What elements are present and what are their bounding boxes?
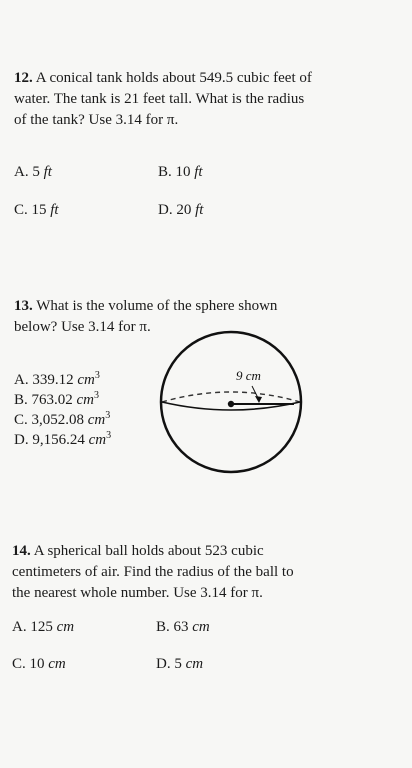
question-number: 13. [14, 298, 33, 314]
answer-option[interactable]: D. 20 ft [158, 202, 204, 218]
answer-option[interactable]: D. 9,156.24 $cm^3$ [14, 430, 112, 448]
answer-option[interactable]: B. 10 ft [158, 164, 203, 180]
answer-option[interactable]: B. 763.02 $cm^3$ [14, 390, 100, 408]
equator-back [162, 392, 300, 402]
sphere-figure [156, 330, 306, 480]
answer-option[interactable]: B. 63 cm [156, 619, 210, 635]
question-12 [14, 68, 314, 131]
question-number: 12. [14, 70, 33, 86]
answer-option[interactable]: D. 5 cm [156, 656, 204, 672]
answer-option[interactable]: A. 339.12 $cm^3$ [14, 370, 100, 388]
answer-option[interactable]: C. 10 cm [12, 656, 66, 672]
answer-option[interactable]: C. 15 ft [14, 202, 59, 218]
radius-label: 9 cm [236, 368, 261, 383]
question-text: What is the volume of the sphere shown below? Use 3.14 for π. [14, 298, 278, 335]
answer-option[interactable]: C. 3,052.08 $cm^3$ [14, 410, 111, 428]
answer-option[interactable]: A. 5 ft [14, 164, 52, 180]
question-text: A conical tank holds about 549.5 cubic feet of water. The tank is 21 feet tall. What is the radius of the tank? Use 3.14 for π. [14, 70, 312, 128]
pointer-arrowhead [255, 396, 262, 403]
question-text: A spherical ball holds about 523 cubic centimeters of air. Find the radius of the ball to the nearest whole number. Use 3.14 for π. [12, 543, 294, 601]
answer-option[interactable]: A. 125 cm [12, 619, 75, 635]
question-number: 14. [12, 543, 31, 559]
question-14 [12, 541, 312, 604]
answer-options-list [14, 370, 111, 450]
